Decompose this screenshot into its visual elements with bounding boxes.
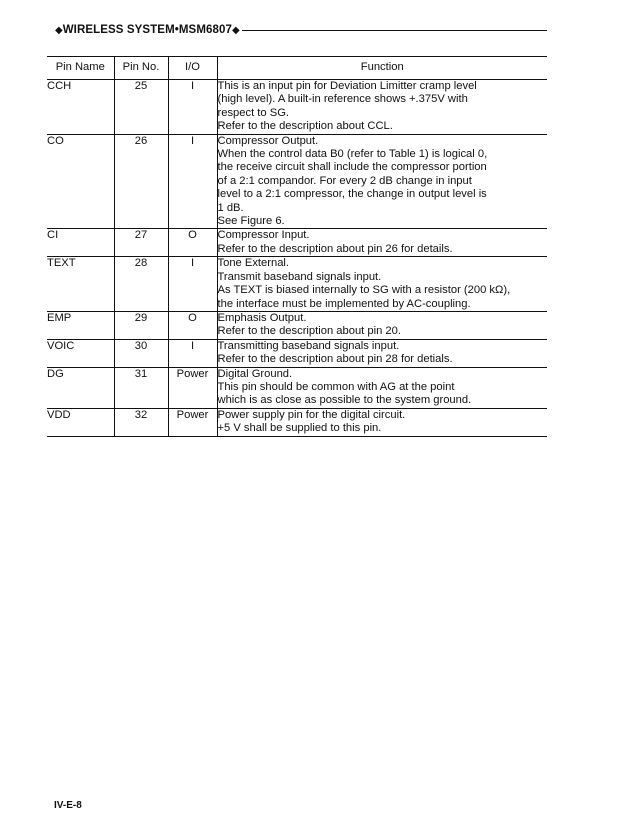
pin-io-cell: O — [168, 229, 217, 257]
function-line: Emphasis Output. — [217, 311, 307, 324]
pin-name-cell: CCH — [47, 80, 72, 92]
table-row — [47, 408, 547, 436]
pin-number-cell: 30 — [114, 339, 168, 367]
pin-name-cell: DG — [47, 367, 64, 380]
pin-number-cell: 28 — [114, 257, 168, 312]
table-header-row — [47, 57, 547, 80]
function-line: Compressor Output. — [217, 134, 319, 147]
pin-function-cell — [217, 229, 547, 257]
table-row — [47, 229, 547, 257]
function-line: Refer to the description about pin 20. — [217, 325, 401, 338]
function-line: This is an input pin for Deviation Limitter cramp level — [217, 80, 477, 92]
table-row — [47, 367, 547, 408]
pin-number-cell: 26 — [114, 134, 168, 229]
pin-io-cell: I — [168, 257, 217, 312]
function-line: Tone External. — [217, 257, 290, 270]
function-line: level to a 2:1 compressor, the change in output level is — [217, 188, 487, 201]
function-line: Digital Ground. — [217, 367, 293, 380]
pin-name-cell: TEXT — [47, 257, 76, 270]
header-rule — [242, 30, 547, 31]
table-row — [47, 80, 547, 135]
pin-function-cell — [217, 311, 547, 339]
function-line: Compressor Input. — [217, 229, 310, 242]
function-line: respect to SG. — [217, 106, 290, 119]
table-row — [47, 134, 547, 229]
function-line: the receive circuit shall include the compressor portion — [217, 161, 487, 174]
diamond-bullet-icon: ◆ — [55, 24, 63, 36]
function-line: As TEXT is biased internally to SG with a resistor (200 kΩ), — [217, 284, 511, 297]
pin-name-cell: CI — [47, 229, 59, 242]
column-header-io: I/O — [168, 57, 217, 80]
pin-name-cell: VOIC — [47, 339, 75, 352]
pin-function-cell — [217, 80, 547, 135]
function-line: See Figure 6. — [217, 215, 285, 228]
pin-io-cell: Power — [168, 408, 217, 436]
pin-function-cell — [217, 257, 547, 312]
function-line: This pin should be common with AG at the point — [217, 380, 455, 393]
function-line: of a 2:1 compandor. For every 2 dB change in input — [217, 174, 472, 187]
function-line: Refer to the description about CCL. — [217, 120, 393, 133]
pin-name-cell: VDD — [47, 408, 71, 421]
function-line: the interface must be implemented by AC-coupling. — [217, 297, 471, 310]
pin-io-cell: I — [168, 80, 217, 135]
function-line: (high level). A built-in reference shows +.375V with — [217, 93, 468, 106]
function-line: Transmit baseband signals input. — [217, 270, 382, 283]
function-line: Refer to the description about pin 26 for details. — [217, 242, 453, 255]
pin-function-cell — [217, 339, 547, 367]
header-title: WIRELESS SYSTEM•MSM6807 — [62, 24, 232, 36]
function-line: +5 V shall be supplied to this pin. — [217, 422, 382, 435]
column-header-pin-no: Pin No. — [114, 57, 168, 80]
pin-number-cell: 25 — [114, 80, 168, 135]
function-line: Refer to the description about pin 28 for detials. — [217, 353, 453, 366]
column-header-pin-name: Pin Name — [47, 57, 114, 80]
pin-io-cell: O — [168, 311, 217, 339]
pin-io-cell: I — [168, 134, 217, 229]
pin-number-cell: 27 — [114, 229, 168, 257]
pin-number-cell: 31 — [114, 367, 168, 408]
pin-function-cell — [217, 134, 547, 229]
page-header — [55, 22, 547, 38]
pin-function-table — [47, 56, 547, 437]
function-line: Transmitting baseband signals input. — [217, 339, 400, 352]
pin-io-cell: I — [168, 339, 217, 367]
function-line: 1 dB. — [217, 201, 244, 214]
function-line: which is as close as possible to the system ground. — [217, 394, 472, 407]
page-number: IV-E-8 — [54, 800, 82, 811]
table-row — [47, 339, 547, 367]
column-header-function: Function — [217, 57, 547, 80]
table-row — [47, 311, 547, 339]
pin-number-cell: 32 — [114, 408, 168, 436]
pin-name-cell: CO — [47, 134, 64, 147]
table-row — [47, 257, 547, 312]
diamond-bullet-icon: ◆ — [231, 24, 240, 36]
pin-io-cell: Power — [168, 367, 217, 408]
pin-function-cell — [217, 408, 547, 436]
pin-function-cell — [217, 367, 547, 408]
pin-name-cell: EMP — [47, 311, 72, 324]
function-line: When the control data B0 (refer to Table 1) is logical 0, — [217, 148, 488, 161]
function-line: Power supply pin for the digital circuit. — [217, 408, 406, 421]
pin-number-cell: 29 — [114, 311, 168, 339]
